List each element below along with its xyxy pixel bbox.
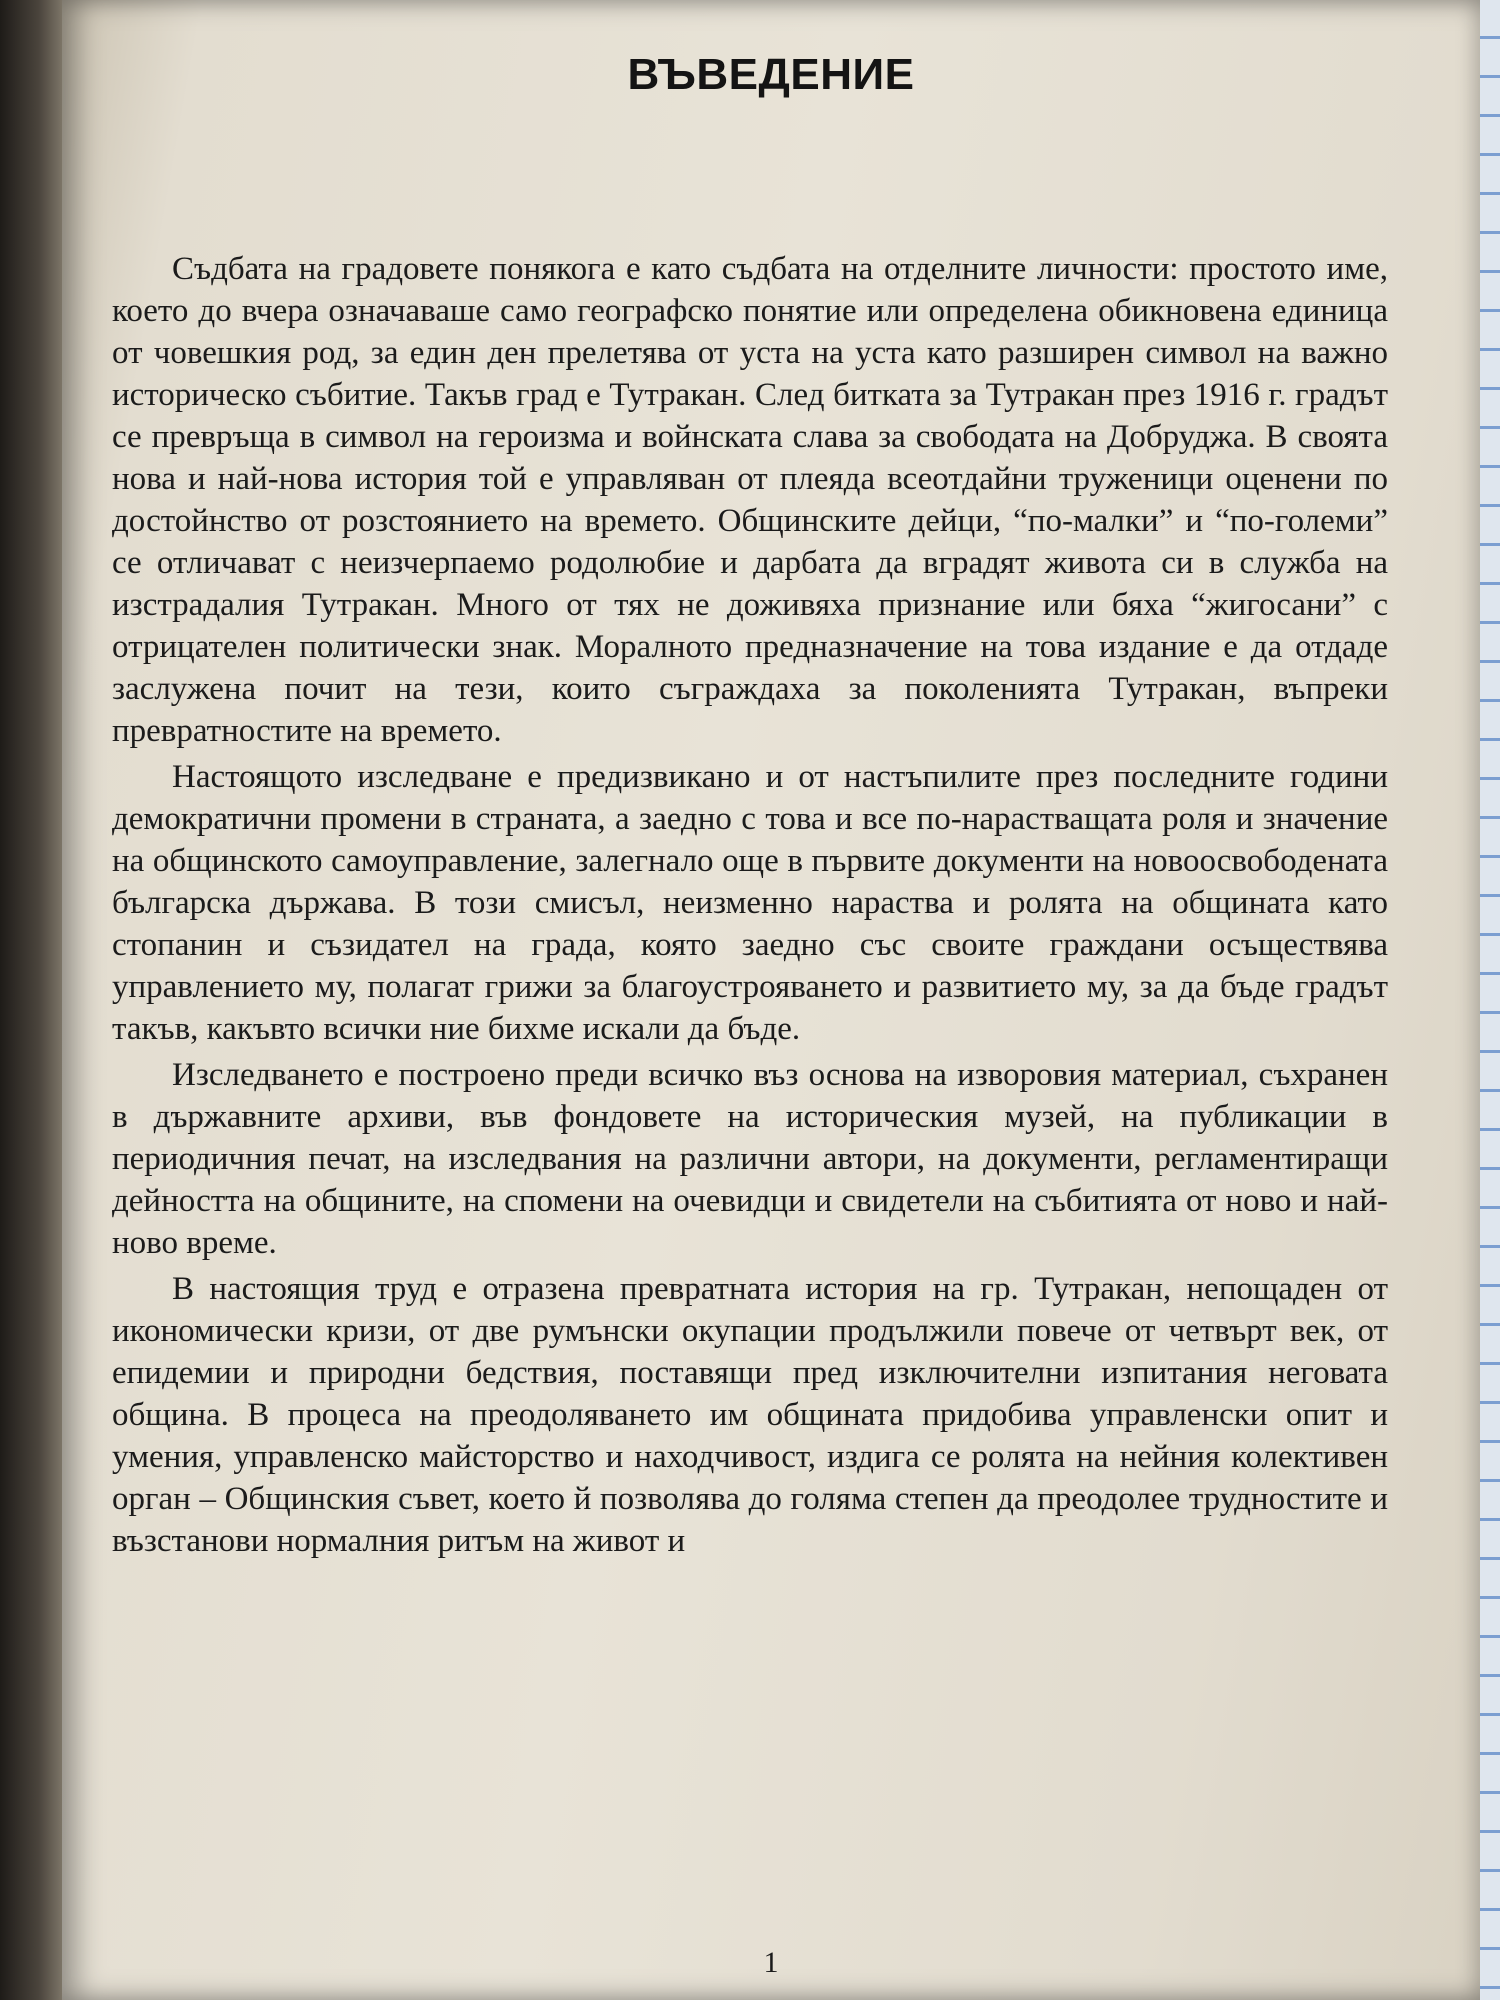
notebook-edge bbox=[1480, 0, 1500, 2000]
paragraph-3: Изследването е построено преди всичко въз основа на изворовия материал, съхранен в държавните архиви, във фондовете на историческия музей, на публикации в периодичния печат, на изследвания на различни автори, на документи, регламентиращи дейността на общините, на спомени на очевидци и свидетели на събитията от ново и най-ново време. bbox=[112, 1057, 1388, 1261]
paragraph-4: В настоящия труд е отразена превратната история на гр. Тутракан, непощаден от икономически кризи, от две румънски окупации продължили повече от четвърт век, от епидемии и природни бедствия, поставящи пред изключителни изпитания неговата община. В процеса на преодоляването им общината придобива управленски опит и умения, управленско майсторство и находчивост, издига се ролята на нейния колективен орган – Общинския съвет, което й позволява до голяма степен да преодолее трудностите и възстанови нормалния ритъм на живот и bbox=[112, 1271, 1388, 1559]
chapter-title: ВЪВЕДЕНИЕ bbox=[627, 50, 915, 99]
book-page bbox=[62, 0, 1480, 2000]
paragraph-2: Настоящото изследване е предизвикано и от настъпилите през последните години демократични промени в страната, а заедно с това и все по-нарастващата роля и значение на общинското самоуправление, залегнало още в първите документи на новоосвободената българска държава. В този смисъл, неизменно нараства и ролята на общината като стопанин и съзидател на града, която заедно със своите граждани осъществява управлението му, полагат грижи за благоустрояването и развитието му, за да бъде градът такъв, какъвто всички ние бихме искали да бъде. bbox=[112, 759, 1388, 1047]
book-gutter bbox=[0, 0, 70, 2000]
paragraph-1: Съдбата на градовете понякога е като съдбата на отделните личности: простото име, което до вчера означаваше само географско понятие или определена обикновена единица от човешкия род, за един ден прелетява от уста на уста като разширен символ на важно историческо събитие. Такъв град е Тутракан. След битката за Тутракан през 1916 г. градът се превръща в символ на героизма и войнската слава за свободата на Добруджа. В своята нова и най-нова история той е управляван от плеяда всеотдайни труженици оценени по достойнство от розстоянието на времето. Общинските дейци, “по-малки” и “по-големи” се отличават с неизчерпаемо родолюбие и дарбата да вградят живота си в служба на изстрадалия Тутракан. Много от тях не доживяха признание или бяха “жигосани” с отрицателен политически знак. Моралното предназначение на това издание е да отдаде заслужена почит на тези, които съграждаха за поколенията Тутракан, въпреки превратностите на времето. bbox=[112, 251, 1388, 749]
page-number: 1 bbox=[763, 1946, 779, 1979]
body-text bbox=[112, 248, 1388, 1566]
